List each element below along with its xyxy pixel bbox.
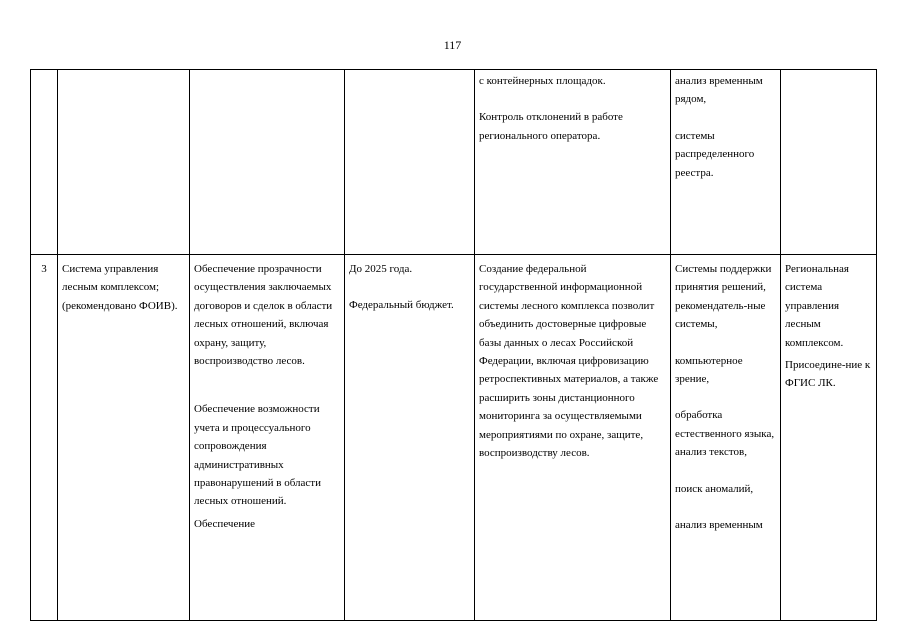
goals-cell	[190, 70, 345, 255]
technology-text: Системы поддержки принятия решений, рекомендатель-ные системы,	[675, 263, 772, 331]
technology-text: компьютерное зрение,	[675, 354, 743, 386]
row-number-cell	[31, 70, 58, 255]
goal-text: Обеспечение прозрачности осуществления заключаемых договоров и сделок в области лесных отношений, включая охрану, защиту, воспроизводство лесов.	[194, 263, 333, 368]
description-text: с контейнерных площадок.	[479, 75, 606, 87]
technologies-cell	[671, 255, 781, 621]
term-cell	[345, 70, 475, 255]
system-name: Система управления лесным комплексом; (рекомендовано ФОИВ).	[62, 263, 178, 312]
technologies-cell	[671, 70, 781, 255]
result-cell	[781, 255, 877, 621]
technology-text: анализ временным	[675, 519, 763, 532]
result-cell	[781, 70, 877, 255]
system-cell	[58, 70, 190, 255]
description-cell	[475, 255, 671, 621]
funding-text: Федеральный бюджет.	[349, 299, 454, 312]
result-text: Присоедине-ние к ФГИС ЛК.	[785, 359, 871, 390]
table-row	[31, 70, 877, 255]
description-cell	[475, 70, 671, 255]
system-cell	[58, 255, 190, 621]
technology-text: поиск аномалий,	[675, 482, 754, 495]
goals-cell	[190, 255, 345, 621]
term-text: До 2025 года.	[349, 263, 413, 275]
technology-text: системы распределенного реестра.	[675, 129, 755, 179]
description-text: Создание федеральной государственной информационной системы лесного комплекса позволит объединить достоверные цифровые базы данных о лесах Российской Федерации, включая цифровизацию ретроспективных материалов, а также расширить зоны дистанционного мониторинга за осуществляемыми мероприятиями по охране, защите, воспроизводству лесов.	[479, 263, 659, 460]
row-number-cell: 3	[31, 255, 58, 621]
goal-text: Обеспечение возможности учета и процессуального сопровождения административных правонарушений в области лесных отношений.	[194, 403, 321, 508]
technology-text: анализ временным рядом,	[675, 75, 763, 106]
result-text: Региональная система управления лесным комплексом.	[785, 263, 849, 349]
term-cell	[345, 255, 475, 621]
measures-table	[30, 69, 877, 621]
goal-text: Обеспечение	[194, 517, 255, 530]
table-row	[31, 255, 877, 621]
page-number: 117	[443, 38, 462, 52]
technology-text: обработка естественного языка, анализ текстов,	[675, 409, 775, 459]
description-text: Контроль отклонений в работе регионального оператора.	[479, 111, 623, 142]
